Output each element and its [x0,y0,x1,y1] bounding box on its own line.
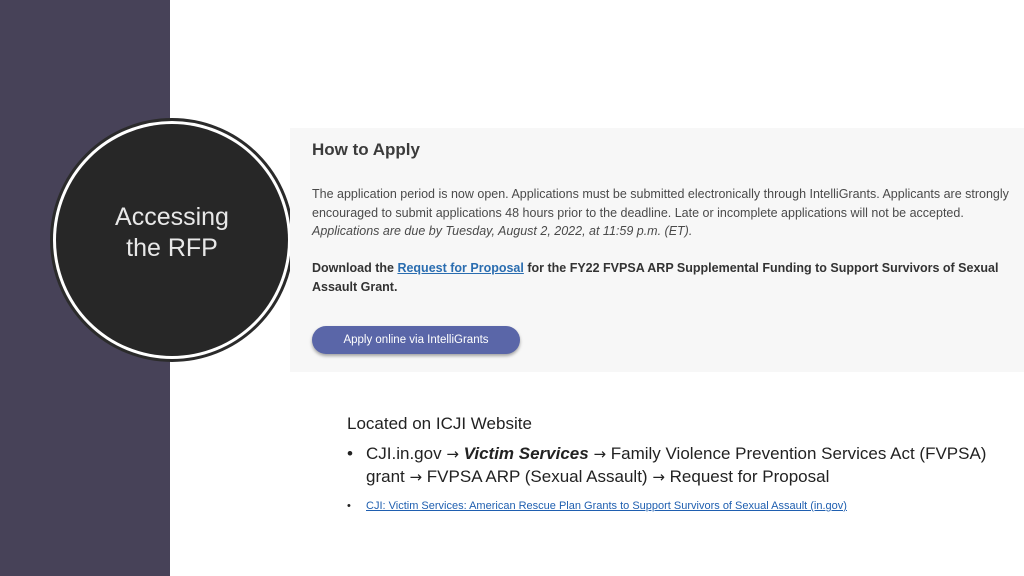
bullet-dot: • [347,500,351,512]
arrow-right-icon: → [593,445,607,463]
caption-title: Located on ICJI Website [347,414,532,433]
website-screenshot [290,128,1024,372]
cji-victim-services-link[interactable]: CJI: Victim Services: American Rescue Plan Grants to Support Survivors of Sexual Assault (in.gov) [366,500,847,512]
path-step-2: Victim Services [463,444,589,463]
application-info-text: The application period is now open. Applications must be submitted electronically through IntelliGrants. Applicants are strongly encouraged to submit applications 48 hours prior to the deadline. Late or incomplete applications will not be accepted. [312,187,1009,220]
how-to-apply-heading: How to Apply [312,140,420,159]
slide-title-line1: Accessing [115,203,229,231]
deadline-text: Applications are due by Tuesday, August 2, 2022, at 11:59 p.m. (ET). [312,224,693,238]
arrow-right-icon: → [652,467,665,486]
bullet-dot: • [347,444,353,463]
path-step-4: FVPSA ARP (Sexual Assault) [426,466,648,486]
arrow-right-icon: → [446,445,459,463]
download-suffix: for the FY22 FVPSA ARP Supplemental Funding to Support Survivors of Sexual Assault Grant. [312,261,999,294]
arrow-right-icon: → [409,467,423,486]
application-info-paragraph [312,185,1012,241]
request-for-proposal-link[interactable]: Request for Proposal [397,261,524,275]
download-paragraph [312,259,1012,296]
download-prefix: Download the [312,261,394,275]
navigation-path-bullet [347,443,987,488]
slide-title-line2: the RFP [126,234,218,262]
link-bullet [347,498,987,514]
path-step-1: CJI.in.gov [366,444,442,463]
apply-online-button[interactable]: Apply online via IntelliGrants [312,326,520,354]
slide-title [102,202,242,264]
caption-block [347,412,987,514]
title-circle [56,124,288,356]
path-step-5: Request for Proposal [669,466,830,486]
path-step-3: Family Violence Prevention Services Act (FVPSA) grant [366,444,987,486]
